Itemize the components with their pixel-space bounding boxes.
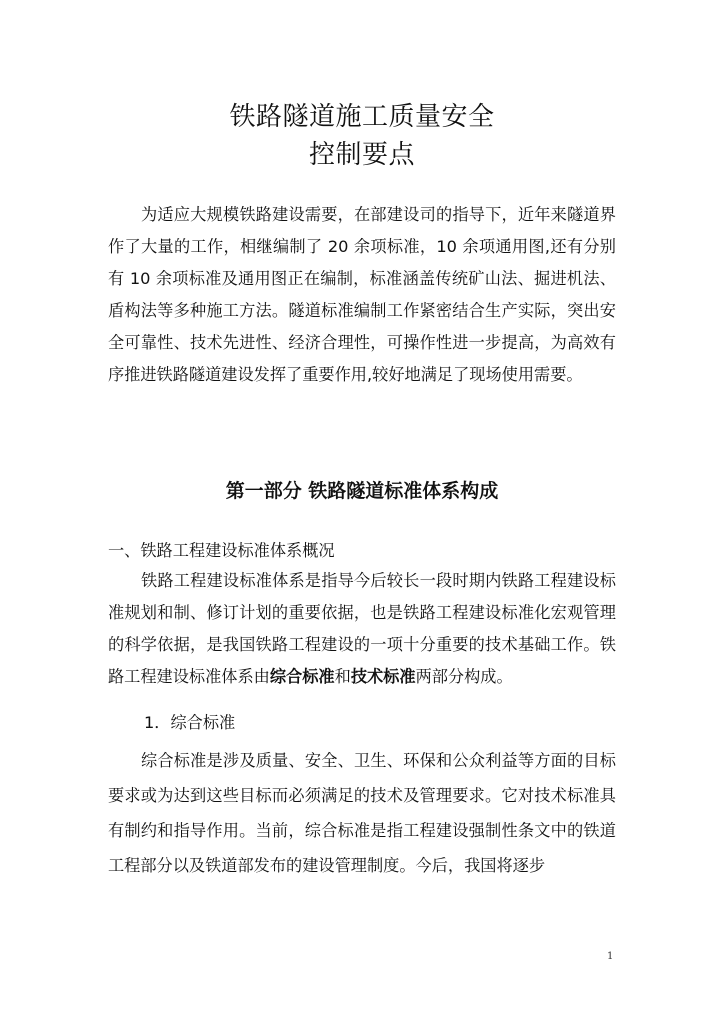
item-heading-comprehensive: 1．综合标准 xyxy=(144,713,236,732)
section-heading: 一、铁路工程建设标准体系概况 xyxy=(108,541,335,560)
part-heading: 第一部分 铁路隧道标准体系构成 xyxy=(225,480,499,502)
standards-bold-technical: 技术标准 xyxy=(350,667,416,686)
standards-paragraph xyxy=(108,565,616,693)
document-title-line-1: 铁路隧道施工质量安全 xyxy=(229,102,495,132)
standards-bold-comprehensive: 综合标准 xyxy=(269,667,335,686)
standards-text-after: 两部分构成。 xyxy=(415,667,513,686)
standards-text-before: 铁路工程建设标准体系是指导今后较长一段时期内铁路工程建设标准规划和制、修订计划的重要依据，也是铁路工程建设标准化宏观管理的科学依据，是我国铁路工程建设的一项十分重要的技术基础工作。铁路工程建设标准体系由 xyxy=(108,571,616,686)
intro-paragraph: 为适应大规模铁路建设需要，在部建设司的指导下，近年来隧道界作了大量的工作，相继编制了 20 余项标准，10 余项通用图,还有分别有 10 余项标准及通用图正在编制，标准涵盖传统矿山法、掘进机法、盾构法等多种施工方法。隧道标准编制工作紧密结合生产实际，突出安全可靠性、技术先进性、经济合理性，可操作性进一步提高，为高效有序推进铁路隧道建设发挥了重要作用,较好地满足了现场使用需要。 xyxy=(108,205,616,384)
standards-text-mid: 和 xyxy=(334,667,351,686)
page-number: 1 xyxy=(607,951,614,962)
comprehensive-paragraph: 综合标准是涉及质量、安全、卫生、环保和公众利益等方面的目标要求或为达到这些目标而必须满足的技术及管理要求。它对技术标准具有制约和指导作用。当前，综合标准是指工程建设强制性条文中的铁道工程部分以及铁道部发布的建设管理制度。今后，我国将逐步 xyxy=(108,751,616,875)
document-title-line-2: 控制要点 xyxy=(308,140,415,170)
